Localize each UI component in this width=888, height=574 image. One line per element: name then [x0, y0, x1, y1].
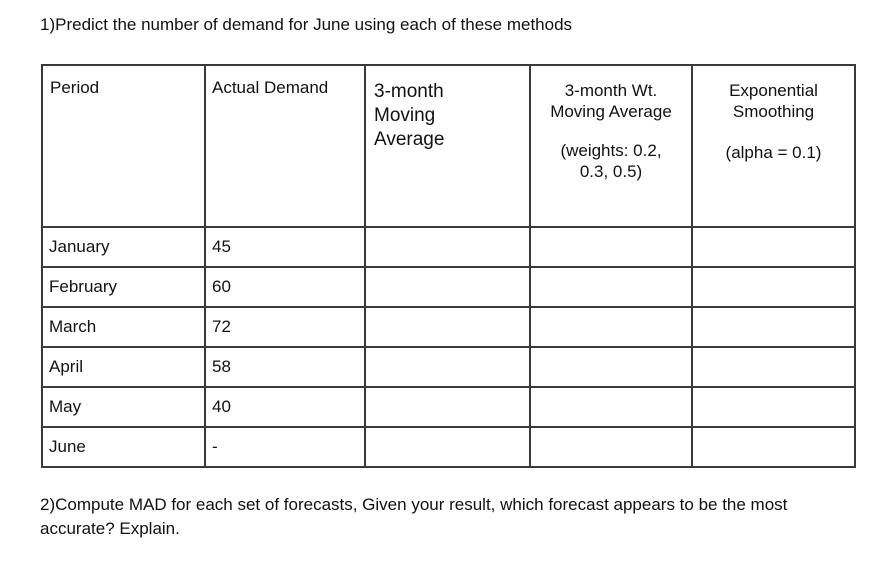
cell-exponential-smoothing[interactable]: [692, 307, 855, 347]
question-2: 2)Compute MAD for each set of forecasts, Given your result, which forecast appears to be the most accurate? Explain.: [40, 495, 788, 538]
cell-exponential-smoothing[interactable]: [692, 387, 855, 427]
cell-demand: -: [205, 427, 365, 467]
cell-demand: 60: [205, 267, 365, 307]
table-header-row: [42, 65, 855, 227]
table-row: [42, 307, 855, 347]
cell-period: March: [42, 307, 205, 347]
cell-period: May: [42, 387, 205, 427]
table-row: [42, 227, 855, 267]
cell-exponential-smoothing[interactable]: [692, 427, 855, 467]
table-row: [42, 267, 855, 307]
cell-period: January: [42, 227, 205, 267]
header-period: Period: [42, 65, 205, 227]
cell-demand: 40: [205, 387, 365, 427]
cell-moving-average[interactable]: [365, 347, 530, 387]
header-exp-line-2: Smoothing: [732, 102, 815, 121]
table-row: [42, 427, 855, 467]
question-1: 1)Predict the number of demand for June using each of these methods: [40, 15, 573, 34]
header-wma-weights: [531, 140, 691, 182]
cell-weighted-moving-average[interactable]: [530, 307, 692, 347]
header-wma-line-2: Moving Average: [550, 102, 672, 121]
table-row: [42, 387, 855, 427]
header-3-month-moving-average: [365, 65, 530, 227]
cell-moving-average[interactable]: [365, 387, 530, 427]
header-weighted-moving-average: [530, 65, 692, 227]
cell-weighted-moving-average[interactable]: [530, 387, 692, 427]
cell-moving-average[interactable]: [365, 227, 530, 267]
table-row: [42, 347, 855, 387]
cell-demand: 72: [205, 307, 365, 347]
header-actual-demand: Actual Demand: [205, 65, 365, 227]
cell-weighted-moving-average[interactable]: [530, 227, 692, 267]
header-wma-line-1: 3-month Wt.: [564, 81, 658, 100]
header-exp-alpha: (alpha = 0.1): [725, 143, 822, 162]
cell-period: April: [42, 347, 205, 387]
header-wma-note-line-1: (weights: 0.2,: [560, 141, 662, 160]
cell-weighted-moving-average[interactable]: [530, 347, 692, 387]
header-ma-line-3: Average: [374, 129, 445, 150]
cell-exponential-smoothing[interactable]: [692, 227, 855, 267]
cell-moving-average[interactable]: [365, 267, 530, 307]
cell-demand: 45: [205, 227, 365, 267]
cell-period: June: [42, 427, 205, 467]
header-ma-line-2: Moving: [374, 105, 436, 126]
cell-exponential-smoothing[interactable]: [692, 267, 855, 307]
cell-weighted-moving-average[interactable]: [530, 267, 692, 307]
header-ma-line-1: 3-month: [374, 81, 444, 102]
header-exponential-smoothing: [692, 65, 855, 227]
header-wma-note-line-2: 0.3, 0.5): [579, 162, 643, 181]
cell-period: February: [42, 267, 205, 307]
header-exp-line-1: Exponential: [729, 81, 818, 100]
cell-weighted-moving-average[interactable]: [530, 427, 692, 467]
cell-moving-average[interactable]: [365, 427, 530, 467]
cell-moving-average[interactable]: [365, 307, 530, 347]
cell-demand: 58: [205, 347, 365, 387]
forecast-table: [41, 64, 856, 468]
cell-exponential-smoothing[interactable]: [692, 347, 855, 387]
